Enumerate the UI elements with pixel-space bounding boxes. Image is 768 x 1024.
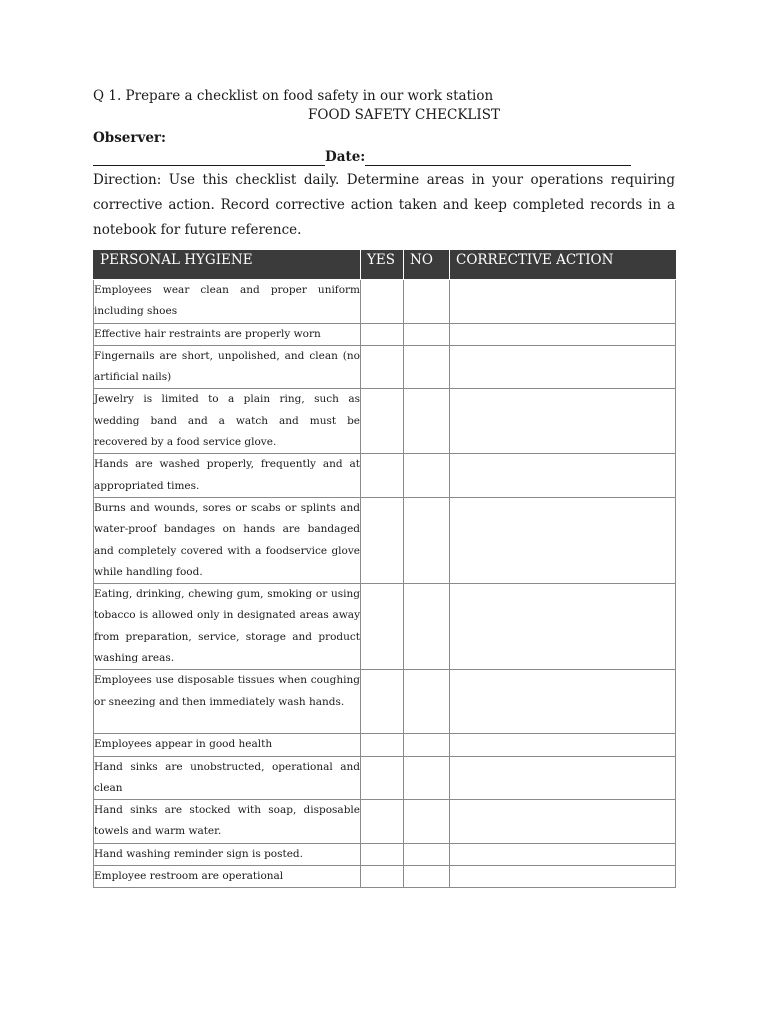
corrective-action-cell[interactable] — [450, 280, 676, 324]
table-row — [94, 345, 676, 389]
table-row — [94, 670, 676, 734]
no-cell[interactable] — [404, 345, 450, 389]
header-no: NO — [404, 251, 450, 280]
yes-cell[interactable] — [361, 454, 404, 498]
observer-label: Observer: — [93, 130, 167, 146]
no-cell[interactable] — [404, 584, 450, 670]
yes-cell[interactable] — [361, 345, 404, 389]
table-row — [94, 584, 676, 670]
corrective-action-cell[interactable] — [450, 323, 676, 345]
table-row — [94, 866, 676, 888]
header-personal-hygiene: PERSONAL HYGIENE — [94, 251, 361, 280]
no-cell[interactable] — [404, 843, 450, 865]
corrective-action-cell[interactable] — [450, 497, 676, 583]
checklist-item-text: Hand sinks are unobstructed, operational and clean — [94, 756, 361, 800]
table-row — [94, 843, 676, 865]
checklist-item-text: Jewelry is limited to a plain ring, such as wedding band and a watch and must be recovered by a food service glove. — [94, 389, 361, 454]
table-header-row — [94, 251, 676, 280]
corrective-action-cell[interactable] — [450, 756, 676, 800]
yes-cell[interactable] — [361, 800, 404, 844]
checklist-item-text: Eating, drinking, chewing gum, smoking or using tobacco is allowed only in designated areas away from preparation, service, storage and product washing areas. — [94, 584, 361, 670]
yes-cell[interactable] — [361, 280, 404, 324]
date-blank-line — [365, 152, 631, 166]
table-row — [94, 497, 676, 583]
table-row — [94, 454, 676, 498]
no-cell[interactable] — [404, 866, 450, 888]
table-row — [94, 323, 676, 345]
checklist-item-text: Burns and wounds, sores or scabs or splints and water-proof bandages on hands are bandaged and completely covered with a foodservice glove while handling food. — [94, 497, 361, 583]
table-row — [94, 280, 676, 324]
direction-text: Direction: Use this checklist daily. Determine areas in your operations requiring corrective action. Record corrective action taken and keep completed records in a notebook for future reference. — [93, 172, 675, 238]
yes-cell[interactable] — [361, 756, 404, 800]
document-title: FOOD SAFETY CHECKLIST — [308, 107, 500, 123]
no-cell[interactable] — [404, 389, 450, 454]
corrective-action-cell[interactable] — [450, 866, 676, 888]
table-row — [94, 756, 676, 800]
yes-cell[interactable] — [361, 389, 404, 454]
table-row — [94, 734, 676, 756]
corrective-action-cell[interactable] — [450, 670, 676, 734]
no-cell[interactable] — [404, 323, 450, 345]
checklist-item-text: Hand washing reminder sign is posted. — [94, 843, 361, 865]
no-cell[interactable] — [404, 280, 450, 324]
checklist-item-text: Employees appear in good health — [94, 734, 361, 756]
corrective-action-cell[interactable] — [450, 454, 676, 498]
corrective-action-cell[interactable] — [450, 584, 676, 670]
checklist-item-text: Fingernails are short, unpolished, and clean (no artificial nails) — [94, 345, 361, 389]
no-cell[interactable] — [404, 497, 450, 583]
date-line — [93, 148, 675, 166]
yes-cell[interactable] — [361, 584, 404, 670]
no-cell[interactable] — [404, 734, 450, 756]
checklist-body — [94, 280, 676, 888]
question-text: Q 1. Prepare a checklist on food safety in our work station — [93, 88, 494, 104]
header-yes: YES — [361, 251, 404, 280]
no-cell[interactable] — [404, 800, 450, 844]
no-cell[interactable] — [404, 454, 450, 498]
date-label: Date: — [325, 149, 366, 165]
yes-cell[interactable] — [361, 497, 404, 583]
corrective-action-cell[interactable] — [450, 345, 676, 389]
checklist-item-text: Hands are washed properly, frequently and at appropriated times. — [94, 454, 361, 498]
corrective-action-cell[interactable] — [450, 734, 676, 756]
no-cell[interactable] — [404, 670, 450, 734]
yes-cell[interactable] — [361, 670, 404, 734]
yes-cell[interactable] — [361, 734, 404, 756]
checklist-table — [93, 250, 676, 888]
corrective-action-cell[interactable] — [450, 800, 676, 844]
checklist-item-text: Hand sinks are stocked with soap, disposable towels and warm water. — [94, 800, 361, 844]
observer-blank-line — [93, 152, 325, 166]
header-corrective-action: CORRECTIVE ACTION — [450, 251, 676, 280]
table-row — [94, 800, 676, 844]
corrective-action-cell[interactable] — [450, 843, 676, 865]
yes-cell[interactable] — [361, 843, 404, 865]
yes-cell[interactable] — [361, 323, 404, 345]
no-cell[interactable] — [404, 756, 450, 800]
checklist-item-text: Effective hair restraints are properly worn — [94, 323, 361, 345]
table-row — [94, 389, 676, 454]
corrective-action-cell[interactable] — [450, 389, 676, 454]
checklist-item-text: Employee restroom are operational — [94, 866, 361, 888]
checklist-item-text: Employees wear clean and proper uniform including shoes — [94, 280, 361, 324]
yes-cell[interactable] — [361, 866, 404, 888]
document-page — [93, 87, 675, 243]
checklist-item-text: Employees use disposable tissues when coughing or sneezing and then immediately wash hands. — [94, 670, 361, 734]
